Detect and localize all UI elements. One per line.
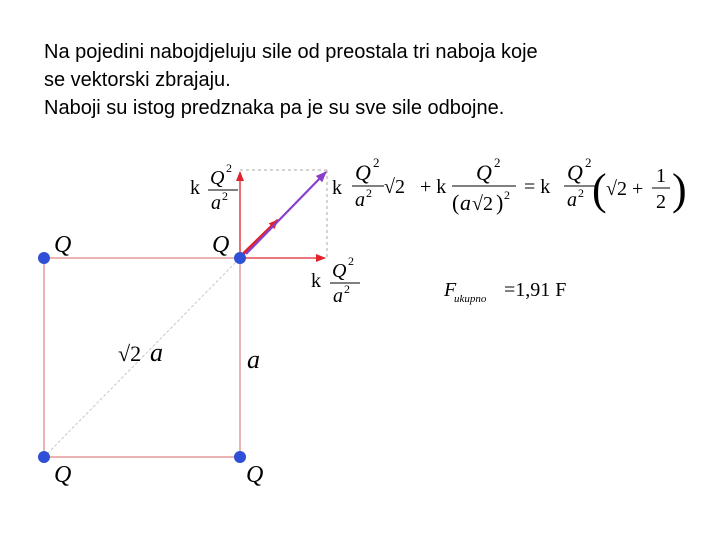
charge-top-right [234, 252, 246, 264]
force-denominator-exponent: 2 [222, 189, 228, 203]
eq-sqrt2-b: √2 [606, 178, 627, 200]
result-value: =1,91 F [504, 279, 567, 301]
eq-equals-k: = k [524, 176, 551, 198]
eq-term3-denominator-exponent: 2 [578, 186, 584, 200]
eq-term2-denominator: a [460, 190, 471, 215]
charge-label-top-left: Q [54, 232, 72, 258]
force-denominator: a [333, 285, 343, 307]
eq-term2-den-exponent: 2 [504, 188, 510, 202]
resultant-equation [332, 155, 687, 215]
eq-term1-denominator-exponent: 2 [366, 186, 372, 200]
intro-line-2: se vektorski zbrajaju. [44, 69, 231, 91]
force-label-vertical [190, 161, 238, 214]
eq-term3-numerator: Q [567, 160, 583, 185]
force-label-horizontal [311, 254, 360, 307]
eq-term2-numerator-exponent: 2 [494, 155, 501, 170]
eq-paren-left: ( [592, 165, 607, 214]
intro-line-1: Na pojedini nabojdjeluju sile od preostala tri naboja koje [44, 41, 538, 63]
eq-term2-den-sqrt: √2 [472, 193, 493, 215]
eq-term2-den-open: ( [452, 190, 460, 215]
charge-bottom-left [38, 451, 50, 463]
intro-line-3: Naboji su istog predznaka pa je su sve sile odbojne. [44, 97, 505, 119]
eq-paren-right: ) [672, 165, 687, 214]
eq-term2-den-close: ) [496, 190, 504, 215]
force-k: k [190, 177, 200, 199]
result-F: F [444, 279, 457, 301]
result-subscript: ukupno [454, 293, 487, 305]
eq-term1-numerator-exponent: 2 [373, 155, 380, 170]
resultant-arrow [246, 172, 326, 254]
eq-term3-denominator: a [567, 189, 577, 211]
force-k: k [311, 270, 321, 292]
eq-term1-denominator: a [355, 189, 365, 211]
charge-label-bottom-right: Q [246, 462, 264, 488]
force-denominator: a [211, 192, 221, 214]
eq-term1-numerator: Q [355, 160, 371, 185]
diagonal-label-var: a [150, 338, 163, 367]
eq-plus: + [632, 178, 644, 200]
charge-label-bottom-left: Q [54, 462, 72, 488]
charge-bottom-right [234, 451, 246, 463]
force-numerator-exponent: 2 [348, 254, 354, 268]
eq-k: k [332, 177, 342, 199]
eq-frac-two: 2 [656, 191, 666, 213]
square-diagonal [44, 258, 240, 457]
force-numerator-exponent: 2 [226, 161, 232, 175]
side-label: a [247, 345, 260, 374]
force-numerator: Q [210, 167, 225, 189]
charge-top-left [38, 252, 50, 264]
eq-term2-numerator: Q [476, 160, 492, 185]
result-equation [443, 279, 566, 305]
force-numerator: Q [332, 260, 347, 282]
force-denominator-exponent: 2 [344, 282, 350, 296]
diagonal-label-root: √2 [118, 341, 142, 366]
eq-sqrt2-a: √2 [384, 176, 405, 198]
eq-term3-numerator-exponent: 2 [585, 155, 592, 170]
eq-plus-k: + k [420, 176, 447, 198]
eq-frac-one: 1 [656, 165, 666, 187]
charge-label-top-right: Q [212, 232, 230, 258]
